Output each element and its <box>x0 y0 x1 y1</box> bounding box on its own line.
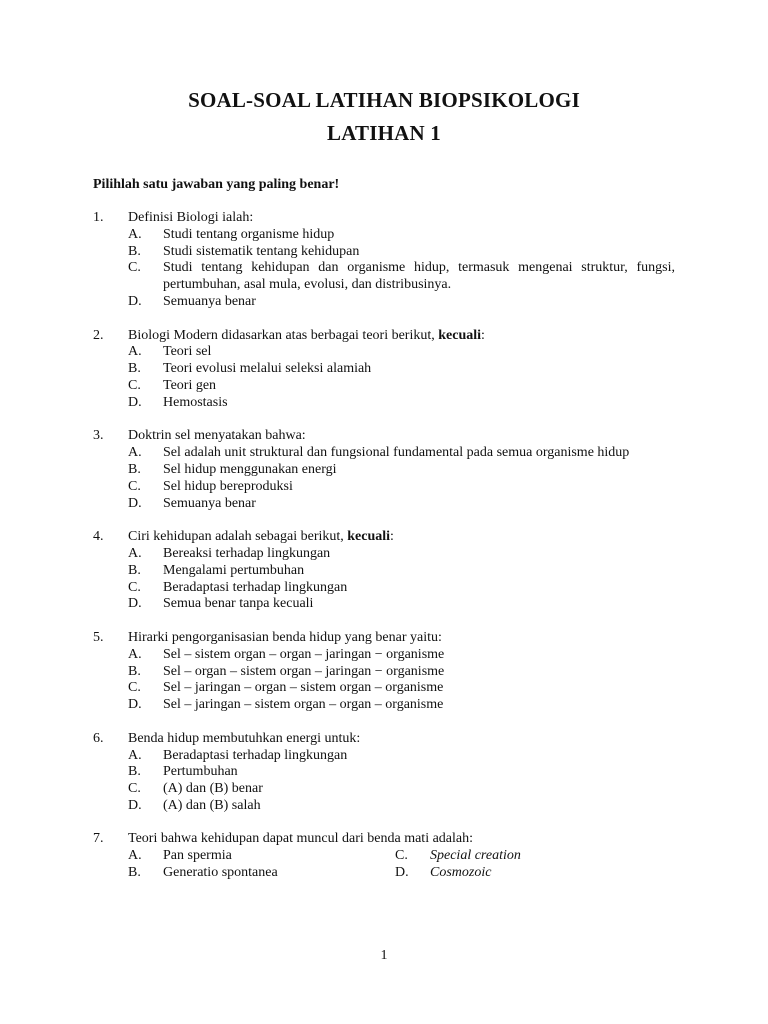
option-letter: A. <box>128 848 142 864</box>
option-a <box>128 748 675 765</box>
option-letter: D. <box>395 865 409 881</box>
question-text: Hirarki pengorganisasian benda hidup yang benar yaitu: <box>128 629 442 645</box>
option-letter: C. <box>128 781 141 797</box>
option-text: Mengalami pertumbuhan <box>163 562 305 578</box>
option-text: (A) dan (B) benar <box>163 781 263 797</box>
option-letter: B. <box>128 361 141 377</box>
option-letter: D. <box>128 293 142 309</box>
option-letter: B. <box>128 461 141 477</box>
question-text <box>128 328 675 345</box>
option-text: Sel – jaringan – organ – sistem organ – organisme <box>163 680 444 696</box>
option-letter: D. <box>128 797 142 813</box>
option-text: Teori gen <box>163 377 217 393</box>
question-6 <box>93 731 675 815</box>
option-c <box>128 580 675 597</box>
question-text-main: Ciri kehidupan adalah sebagai berikut, <box>128 529 348 545</box>
option-letter: C. <box>128 478 141 494</box>
option-text: Studi sistematik tentang kehidupan <box>163 243 360 259</box>
option-c <box>128 680 675 697</box>
option-text: Sel hidup menggunakan energi <box>163 461 337 477</box>
option-text: Cosmozoic <box>430 865 492 881</box>
option-row <box>128 848 675 865</box>
option-a <box>128 546 675 563</box>
question-3 <box>93 428 675 512</box>
option-text: Pertumbuhan <box>163 764 238 780</box>
option-letter: C. <box>128 680 141 696</box>
question-text: Benda hidup membutuhkan energi untuk: <box>128 730 361 746</box>
option-text: Sel – sistem organ – organ – jaringan − organisme <box>163 646 445 662</box>
option-letter: C. <box>395 848 408 864</box>
option-b <box>128 244 675 261</box>
option-a <box>128 344 675 361</box>
question-text: Definisi Biologi ialah: <box>128 210 254 225</box>
question-7 <box>93 831 675 881</box>
question-2 <box>93 328 675 412</box>
option-letter: B. <box>128 865 141 881</box>
option-b <box>128 865 395 882</box>
question-1 <box>93 210 675 311</box>
option-b <box>128 664 675 681</box>
option-b <box>128 563 675 580</box>
option-letter: A. <box>128 226 142 242</box>
option-d <box>128 697 675 714</box>
option-letter: B. <box>128 764 141 780</box>
option-d <box>128 596 675 613</box>
option-d <box>128 798 675 815</box>
option-letter: C. <box>128 260 141 276</box>
option-letter: D. <box>128 394 142 410</box>
option-a <box>128 848 395 865</box>
option-text: Pan spermia <box>163 848 232 864</box>
option-letter: C. <box>128 377 141 393</box>
option-text: Generatio spontanea <box>163 865 278 881</box>
option-letter: B. <box>128 562 141 578</box>
option-text: Semua benar tanpa kecuali <box>163 596 314 612</box>
question-number: 1. <box>93 210 104 225</box>
option-a <box>128 647 675 664</box>
option-text: Sel – jaringan – sistem organ – organ – organisme <box>163 697 444 713</box>
option-c <box>128 781 675 798</box>
question-list <box>93 210 675 899</box>
option-text: Teori sel <box>163 344 212 360</box>
option-text: Beradaptasi terhadap lingkungan <box>163 747 348 763</box>
option-c <box>395 848 662 865</box>
option-a <box>128 445 675 462</box>
question-text: Teori bahwa kehidupan dapat muncul dari benda mati adalah: <box>128 831 474 847</box>
question-text-emphasis: kecuali <box>438 327 482 343</box>
option-letter: A. <box>128 344 142 360</box>
option-text: Hemostasis <box>163 394 228 410</box>
option-text: Sel – organ – sistem organ – jaringan − organisme <box>163 663 445 679</box>
question-text-emphasis: kecuali <box>347 529 391 545</box>
page-number: 1 <box>380 948 388 963</box>
question-number: 4. <box>93 529 104 545</box>
option-text: Semuanya benar <box>163 495 256 511</box>
option-c <box>128 260 675 294</box>
option-text: Bereaksi terhadap lingkungan <box>163 545 331 561</box>
option-letter: D. <box>128 596 142 612</box>
question-number: 7. <box>93 831 104 847</box>
option-letter: D. <box>128 697 142 713</box>
instruction-text: Pilihlah satu jawaban yang paling benar! <box>93 177 340 192</box>
option-text: (A) dan (B) salah <box>163 797 261 813</box>
option-text: Beradaptasi terhadap lingkungan <box>163 579 348 595</box>
option-letter: D. <box>128 495 142 511</box>
option-text: Sel adalah unit struktural dan fungsional fundamental pada semua organisme hidup <box>163 445 630 461</box>
question-5 <box>93 630 675 714</box>
question-text-main: Biologi Modern didasarkan atas berbagai teori berikut, <box>128 327 439 343</box>
option-letter: A. <box>128 646 142 662</box>
option-d <box>128 294 675 311</box>
option-text: Studi tentang organisme hidup <box>163 226 335 242</box>
option-row <box>128 865 675 882</box>
question-number: 5. <box>93 629 104 645</box>
option-text: Semuanya benar <box>163 293 256 309</box>
option-letter: A. <box>128 545 142 561</box>
question-text-end: : <box>481 327 485 343</box>
question-text <box>128 529 675 546</box>
question-4 <box>93 529 675 613</box>
option-c <box>128 479 675 496</box>
option-b <box>128 764 675 781</box>
question-text-end: : <box>390 529 394 545</box>
question-text: Doktrin sel menyatakan bahwa: <box>128 428 306 444</box>
option-a <box>128 227 675 244</box>
document-subtitle: LATIHAN 1 <box>326 121 441 145</box>
option-text: Special creation <box>430 848 521 864</box>
question-number: 3. <box>93 428 104 444</box>
option-letter: A. <box>128 747 142 763</box>
option-b <box>128 361 675 378</box>
option-d <box>128 496 675 513</box>
question-number: 6. <box>93 730 104 746</box>
option-c <box>128 378 675 395</box>
option-d <box>395 865 662 882</box>
option-text: Teori evolusi melalui seleksi alamiah <box>163 361 372 377</box>
option-letter: C. <box>128 579 141 595</box>
option-d <box>128 395 675 412</box>
option-letter: A. <box>128 445 142 461</box>
question-number: 2. <box>93 327 104 343</box>
option-text: Studi tentang kehidupan dan organisme hidup, termasuk mengenai struktur, fungsi, pertumbuhan, asal mula, evolusi, dan distribusinya. <box>163 260 675 293</box>
option-letter: B. <box>128 243 141 259</box>
option-letter: B. <box>128 663 141 679</box>
option-b <box>128 462 675 479</box>
document-title: SOAL-SOAL LATIHAN BIOPSIKOLOGI <box>188 88 580 112</box>
option-text: Sel hidup bereproduksi <box>163 478 293 494</box>
